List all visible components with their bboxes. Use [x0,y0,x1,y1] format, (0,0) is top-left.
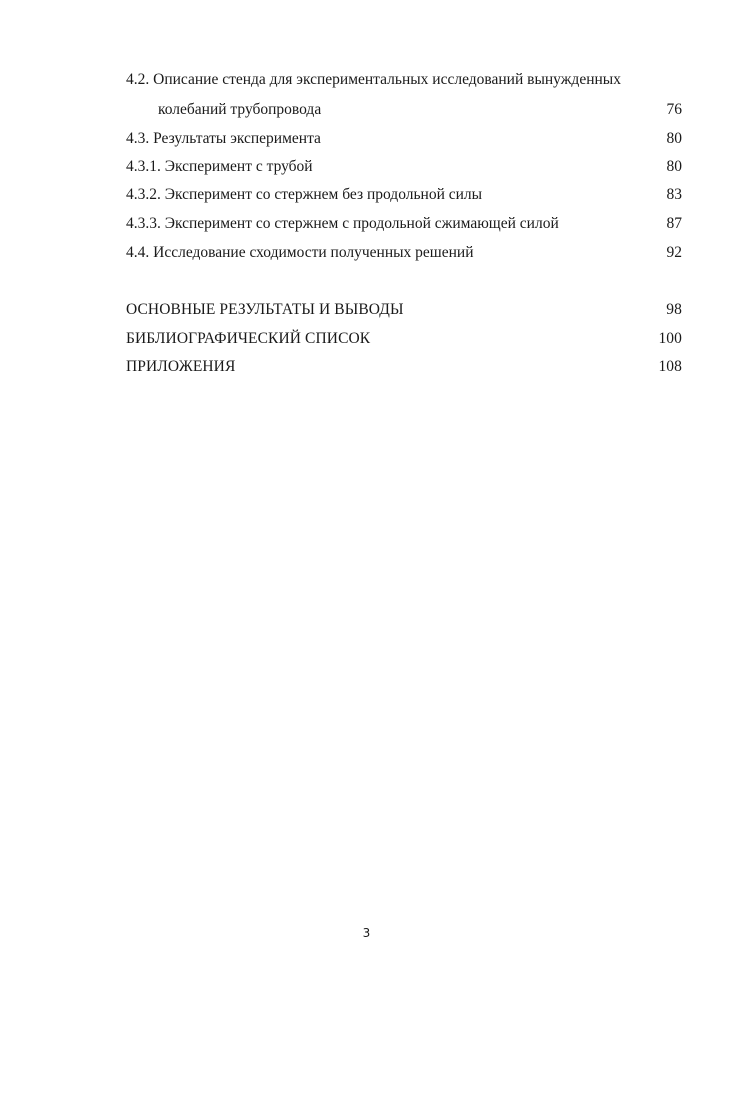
toc-entry-4-3-1 [126,155,682,179]
toc-entry-title: 4.4. Исследование сходимости полученных решений [126,244,474,261]
toc-entry-title: 4.3.3. Эксперимент со стержнем с продольной сжимающей силой [126,215,559,232]
toc-entry-4-3-2 [126,183,682,207]
toc-entry-bibliography [126,327,682,351]
toc-entry-page: 76 [666,101,682,118]
toc-entry-results [126,298,682,322]
toc-entry-title: ОСНОВНЫЕ РЕЗУЛЬТАТЫ И ВЫВОДЫ [126,301,404,318]
toc-entry-page: 98 [666,301,682,318]
toc-entry-page: 108 [658,358,682,375]
toc-entry-page: 100 [658,330,682,347]
toc-entry-4-3-3 [126,212,682,236]
toc-entry-title: колебаний трубопровода [158,101,322,118]
toc-entry-page: 80 [666,130,682,147]
toc-entry-appendices [126,355,682,379]
toc-entry-title: ПРИЛОЖЕНИЯ [126,358,236,375]
toc-entry-4-3 [126,127,682,151]
toc-entry-title: 4.2. Описание стенда для экспериментальных исследований вынужденных [126,71,621,88]
toc-entry-4-2 [126,68,682,92]
toc-entry-page: 83 [666,186,682,203]
page-number: 3 [362,926,371,940]
toc-entry-page: 92 [666,244,682,261]
toc-entry-page: 80 [666,158,682,175]
toc-entry-title: 4.3. Результаты эксперимента [126,130,321,147]
toc-entry-4-2-continued [126,98,682,122]
toc-entry-title: 4.3.1. Эксперимент с трубой [126,158,313,175]
toc-entry-4-4 [126,241,682,265]
toc-entry-title: БИБЛИОГРАФИЧЕСКИЙ СПИСОК [126,330,371,347]
toc-entry-page: 87 [666,215,682,232]
toc-entry-title: 4.3.2. Эксперимент со стержнем без продольной силы [126,186,483,203]
